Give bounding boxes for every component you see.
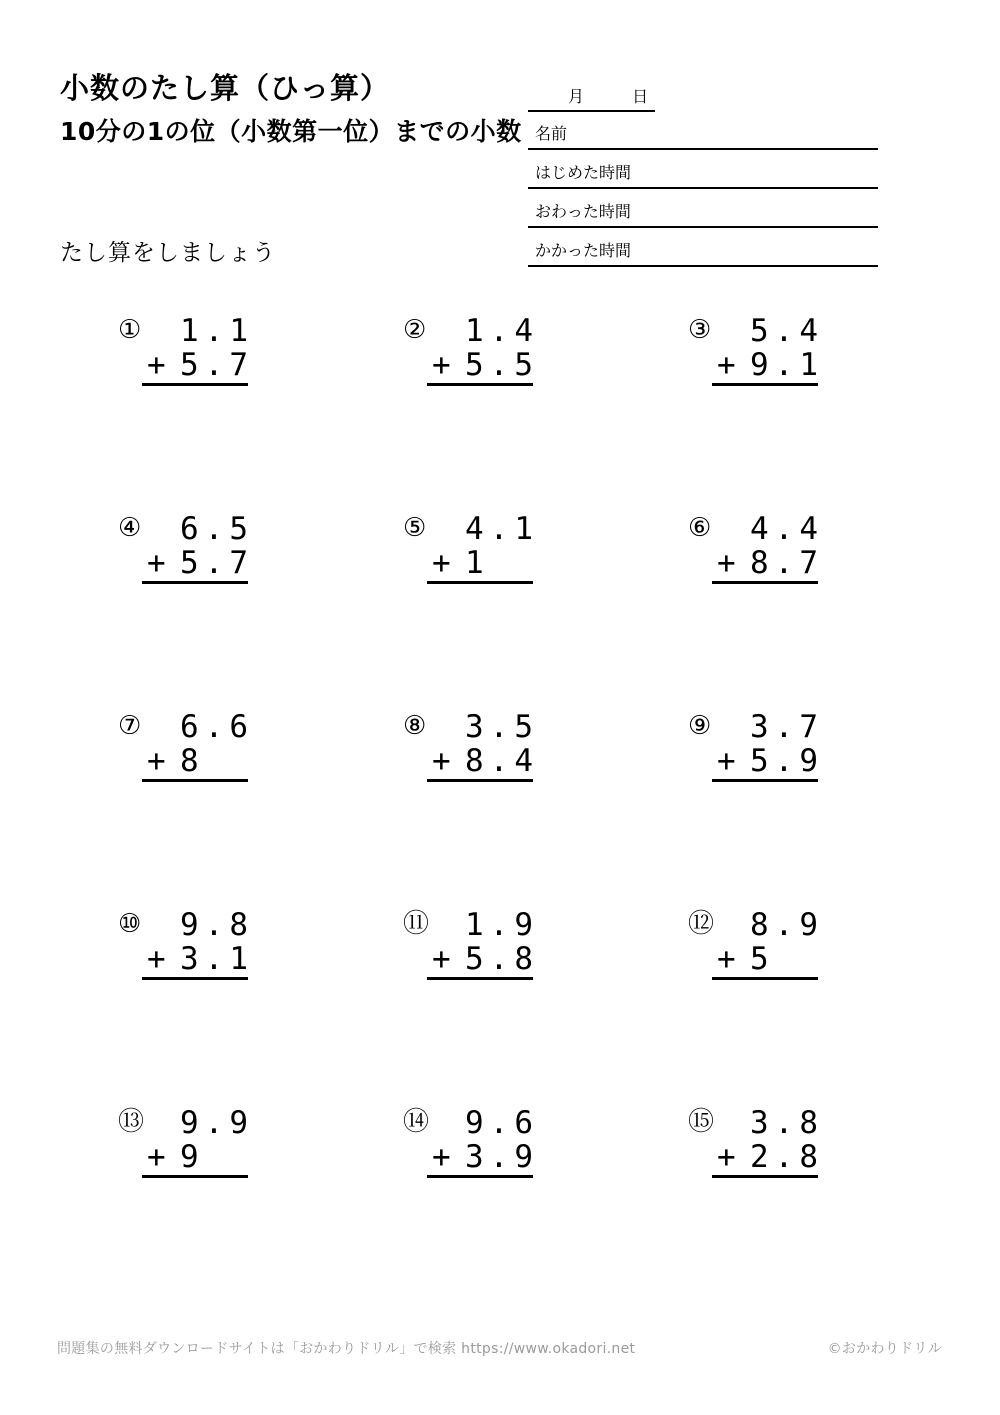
end-time-field	[528, 189, 878, 228]
problem-15	[688, 1106, 973, 1304]
sign-spacer	[142, 710, 180, 744]
sign-spacer	[712, 314, 750, 348]
top-addend-row	[142, 710, 254, 744]
sign-spacer	[142, 1106, 180, 1140]
plus-operator: +	[147, 941, 166, 977]
start-time-field	[528, 150, 878, 189]
answer-line	[712, 581, 818, 584]
plus-operator: +	[147, 743, 166, 779]
problem-11	[403, 908, 688, 1106]
sign-spacer	[712, 710, 750, 744]
column-addition	[142, 512, 254, 584]
sign-spacer	[712, 908, 750, 942]
sign-spacer	[427, 710, 465, 744]
top-addend: 8.9	[750, 907, 824, 943]
bottom-addend-row	[427, 348, 539, 382]
problem-6	[688, 512, 973, 710]
problem-number: ⑧	[403, 711, 427, 741]
problem-number: ⑭	[403, 1107, 430, 1137]
elapsed-time-field	[528, 228, 878, 267]
column-addition	[712, 908, 824, 980]
problem-number: ⑤	[403, 513, 427, 543]
bottom-addend: 8.7	[750, 545, 824, 581]
top-addend: 1.9	[465, 907, 539, 943]
problem-number: ④	[118, 513, 142, 543]
bottom-addend-row	[142, 348, 254, 382]
problem-1	[118, 314, 403, 512]
info-form	[528, 111, 878, 267]
month-label: 月	[568, 87, 585, 106]
instruction-text: たし算をしましょう	[60, 240, 276, 266]
top-addend-row	[712, 908, 824, 942]
top-addend-row	[427, 314, 539, 348]
bottom-addend: 1	[465, 545, 490, 581]
answer-line	[712, 977, 818, 980]
bottom-addend: 9	[180, 1139, 205, 1175]
bottom-addend: 9.1	[750, 347, 824, 383]
problem-14	[403, 1106, 688, 1304]
problem-number: ③	[688, 315, 712, 345]
top-addend: 9.9	[180, 1105, 254, 1141]
sign-spacer	[427, 1106, 465, 1140]
bottom-addend-row	[712, 744, 824, 778]
sign-spacer	[142, 314, 180, 348]
bottom-addend: 5.5	[465, 347, 539, 383]
column-addition	[142, 1106, 254, 1178]
column-addition	[427, 512, 539, 584]
problem-number: ②	[403, 315, 427, 345]
problem-10	[118, 908, 403, 1106]
sign-spacer	[427, 314, 465, 348]
column-addition	[427, 908, 539, 980]
plus-operator: +	[717, 743, 736, 779]
page-title: 小数のたし算（ひっ算）	[60, 71, 391, 105]
problem-number: ⑥	[688, 513, 712, 543]
sign-spacer	[142, 512, 180, 546]
top-addend: 4.1	[465, 511, 539, 547]
top-addend-row	[142, 908, 254, 942]
problem-5	[403, 512, 688, 710]
bottom-addend-row	[142, 1140, 254, 1174]
bottom-addend: 8.4	[465, 743, 539, 779]
column-addition	[427, 314, 539, 386]
bottom-addend-row	[427, 546, 539, 580]
problem-3	[688, 314, 973, 512]
top-addend: 9.6	[465, 1105, 539, 1141]
bottom-addend-row	[712, 546, 824, 580]
day-label: 日	[632, 87, 649, 106]
plus-operator: +	[147, 545, 166, 581]
sign-spacer	[427, 908, 465, 942]
problem-number: ⑮	[688, 1107, 715, 1137]
plus-operator: +	[147, 347, 166, 383]
top-addend: 4.4	[750, 511, 824, 547]
top-addend: 9.8	[180, 907, 254, 943]
bottom-addend-row	[427, 1140, 539, 1174]
column-addition	[712, 1106, 824, 1178]
answer-line	[712, 779, 818, 782]
answer-line	[142, 1175, 248, 1178]
sign-spacer	[712, 1106, 750, 1140]
bottom-addend: 5	[750, 941, 775, 977]
problem-number: ⑨	[688, 711, 712, 741]
plus-operator: +	[717, 545, 736, 581]
footer-site-note: 問題集の無料ダウンロードサイトは「おかわりドリル」で検索 https://www.okadori.net	[57, 1341, 636, 1357]
bottom-addend: 8	[180, 743, 205, 779]
bottom-addend-row	[427, 942, 539, 976]
column-addition	[712, 710, 824, 782]
top-addend-row	[142, 314, 254, 348]
top-addend: 1.4	[465, 313, 539, 349]
top-addend: 3.8	[750, 1105, 824, 1141]
top-addend-row	[712, 710, 824, 744]
answer-line	[427, 383, 533, 386]
bottom-addend-row	[712, 348, 824, 382]
bottom-addend-row	[427, 744, 539, 778]
bottom-addend: 5.7	[180, 347, 254, 383]
answer-line	[427, 779, 533, 782]
name-field	[528, 111, 878, 150]
bottom-addend: 5.9	[750, 743, 824, 779]
plus-operator: +	[432, 941, 451, 977]
page-subtitle: 10分の1の位（小数第一位）までの小数	[60, 117, 522, 146]
plus-operator: +	[717, 941, 736, 977]
top-addend: 6.6	[180, 709, 254, 745]
sign-spacer	[712, 512, 750, 546]
problem-2	[403, 314, 688, 512]
bottom-addend-row	[142, 942, 254, 976]
column-addition	[142, 314, 254, 386]
top-addend: 6.5	[180, 511, 254, 547]
top-addend: 3.5	[465, 709, 539, 745]
footer-copyright: ©おかわりドリル	[827, 1341, 942, 1357]
problem-number: ⑪	[403, 909, 430, 939]
bottom-addend: 5.7	[180, 545, 254, 581]
column-addition	[712, 314, 824, 386]
answer-line	[142, 779, 248, 782]
plus-operator: +	[432, 545, 451, 581]
problem-9	[688, 710, 973, 908]
problem-13	[118, 1106, 403, 1304]
bottom-addend-row	[142, 546, 254, 580]
bottom-addend: 3.1	[180, 941, 254, 977]
top-addend-row	[142, 512, 254, 546]
top-addend: 5.4	[750, 313, 824, 349]
top-addend: 3.7	[750, 709, 824, 745]
answer-line	[142, 977, 248, 980]
answer-line	[712, 1175, 818, 1178]
problem-number: ⑬	[118, 1107, 145, 1137]
plus-operator: +	[432, 347, 451, 383]
plus-operator: +	[147, 1139, 166, 1175]
top-addend-row	[142, 1106, 254, 1140]
answer-line	[142, 383, 248, 386]
top-addend: 1.1	[180, 313, 254, 349]
bottom-addend-row	[142, 744, 254, 778]
problem-12	[688, 908, 973, 1106]
sign-spacer	[427, 512, 465, 546]
bottom-addend-row	[712, 942, 824, 976]
problems-grid	[118, 314, 973, 1304]
start-time-field-label: はじめた時間	[535, 163, 632, 182]
top-addend-row	[712, 314, 824, 348]
top-addend-row	[712, 512, 824, 546]
top-addend-row	[427, 1106, 539, 1140]
plus-operator: +	[717, 347, 736, 383]
answer-line	[427, 581, 533, 584]
column-addition	[142, 908, 254, 980]
column-addition	[427, 1106, 539, 1178]
answer-line	[142, 581, 248, 584]
end-time-field-label: おわった時間	[535, 202, 631, 221]
top-addend-row	[427, 512, 539, 546]
problem-number: ①	[118, 315, 142, 345]
bottom-addend: 2.8	[750, 1139, 824, 1175]
top-addend-row	[427, 710, 539, 744]
problem-4	[118, 512, 403, 710]
answer-line	[427, 977, 533, 980]
answer-line	[427, 1175, 533, 1178]
problem-7	[118, 710, 403, 908]
bottom-addend: 5.8	[465, 941, 539, 977]
plus-operator: +	[432, 1139, 451, 1175]
plus-operator: +	[717, 1139, 736, 1175]
bottom-addend: 3.9	[465, 1139, 539, 1175]
bottom-addend-row	[712, 1140, 824, 1174]
top-addend-row	[427, 908, 539, 942]
column-addition	[712, 512, 824, 584]
column-addition	[142, 710, 254, 782]
column-addition	[427, 710, 539, 782]
problem-number: ⑦	[118, 711, 142, 741]
top-addend-row	[712, 1106, 824, 1140]
problem-8	[403, 710, 688, 908]
name-field-label: 名前	[535, 124, 568, 143]
problem-number: ⑩	[118, 909, 142, 939]
sign-spacer	[142, 908, 180, 942]
elapsed-time-field-label: かかった時間	[535, 241, 632, 260]
problem-number: ⑫	[688, 909, 715, 939]
plus-operator: +	[432, 743, 451, 779]
answer-line	[712, 383, 818, 386]
date-field	[528, 84, 655, 112]
